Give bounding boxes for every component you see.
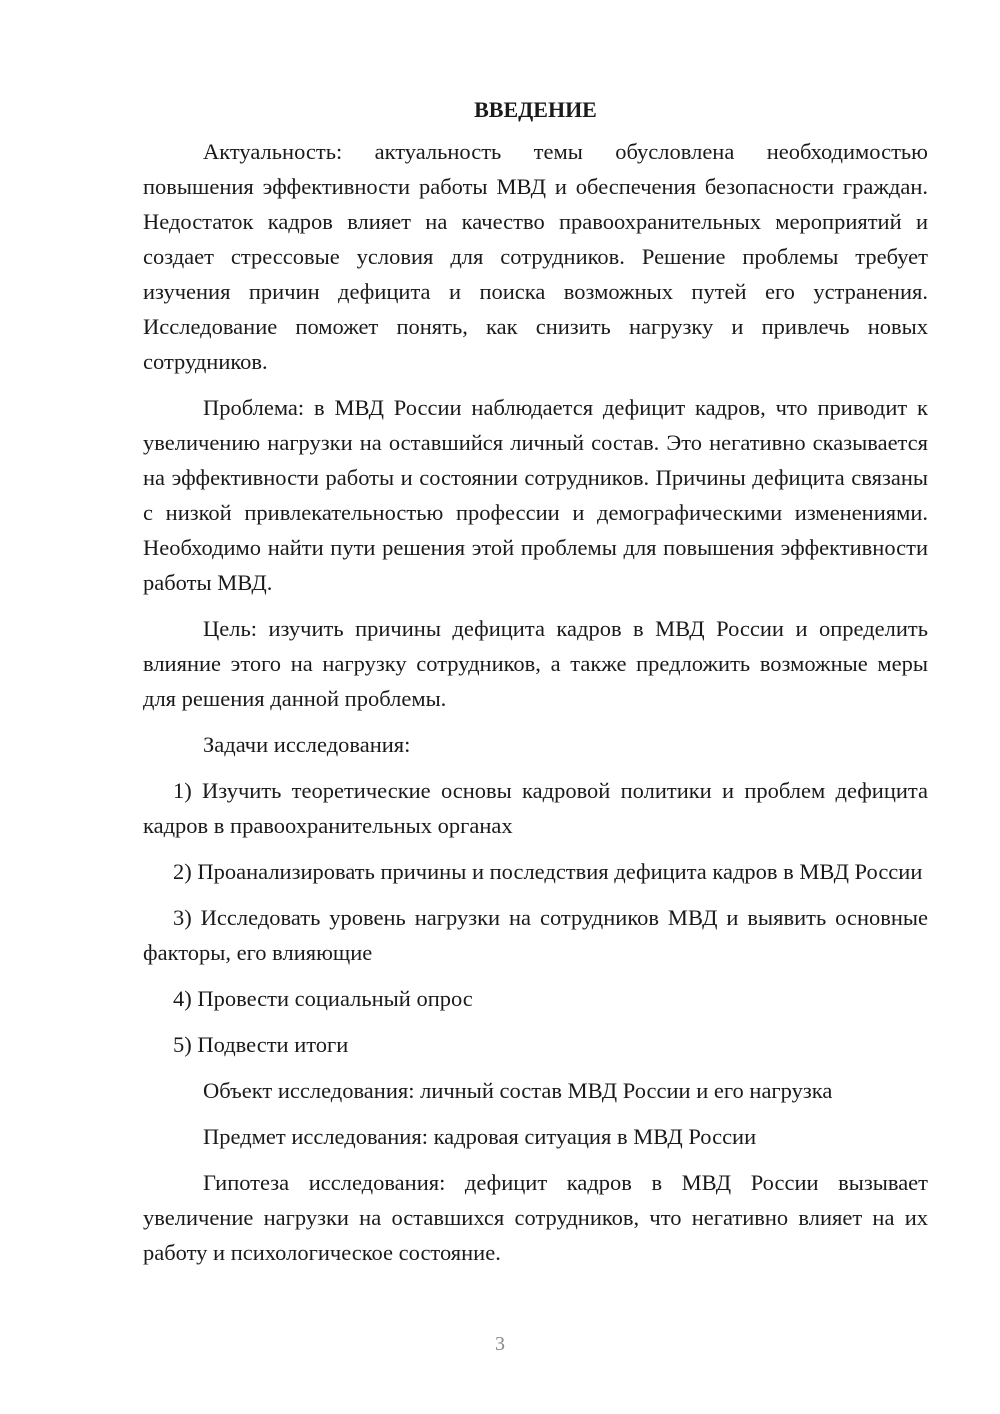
task-item-5: 5) Подвести итоги: [173, 1032, 349, 1057]
relevance-paragraph: Актуальность: актуальность темы обусловлена необходимостью повышения эффективности работы МВД и обеспечения безопасности граждан. Недостаток кадров влияет на качество правоохранительных мероприятий и создает стрессовые условия для сотрудников. Решение проблемы требует изучения причин дефицита и поиска возможных путей его устранения. Исследование поможет понять, как снизить нагрузку и привлечь новых сотрудников.: [143, 139, 928, 374]
problem-paragraph: Проблема: в МВД России наблюдается дефицит кадров, что приводит к увеличению нагрузки на оставшийся личный состав. Это негативно сказывается на эффективности работы и состоянии сотрудников. Причины дефицита связаны с низкой привлекательностью профессии и демографическими изменениями. Необходимо найти пути решения этой проблемы для повышения эффективности работы МВД.: [143, 395, 928, 595]
section-heading: ВВЕДЕНИЕ: [474, 97, 597, 122]
task-item-3: 3) Исследовать уровень нагрузки на сотрудников МВД и выявить основные факторы, его влияющие: [143, 905, 928, 965]
subject-paragraph: Предмет исследования: кадровая ситуация в МВД России: [203, 1124, 757, 1149]
task-item-1: 1) Изучить теоретические основы кадровой политики и проблем дефицита кадров в правоохранительных органах: [143, 778, 928, 838]
hypothesis-paragraph: Гипотеза исследования: дефицит кадров в МВД России вызывает увеличение нагрузки на оставшихся сотрудников, что негативно влияет на их работу и психологическое состояние.: [143, 1170, 928, 1265]
object-paragraph: Объект исследования: личный состав МВД России и его нагрузка: [203, 1078, 833, 1103]
page-content: [143, 92, 928, 1281]
page-number: 3: [495, 1333, 505, 1355]
task-item-2: 2) Проанализировать причины и последствия дефицита кадров в МВД России: [173, 859, 923, 884]
task-item-4: 4) Провести социальный опрос: [173, 986, 473, 1011]
goal-paragraph: Цель: изучить причины дефицита кадров в МВД России и определить влияние этого на нагрузку сотрудников, а также предложить возможные меры для решения данной проблемы.: [143, 616, 928, 711]
tasks-title: Задачи исследования:: [203, 732, 411, 757]
